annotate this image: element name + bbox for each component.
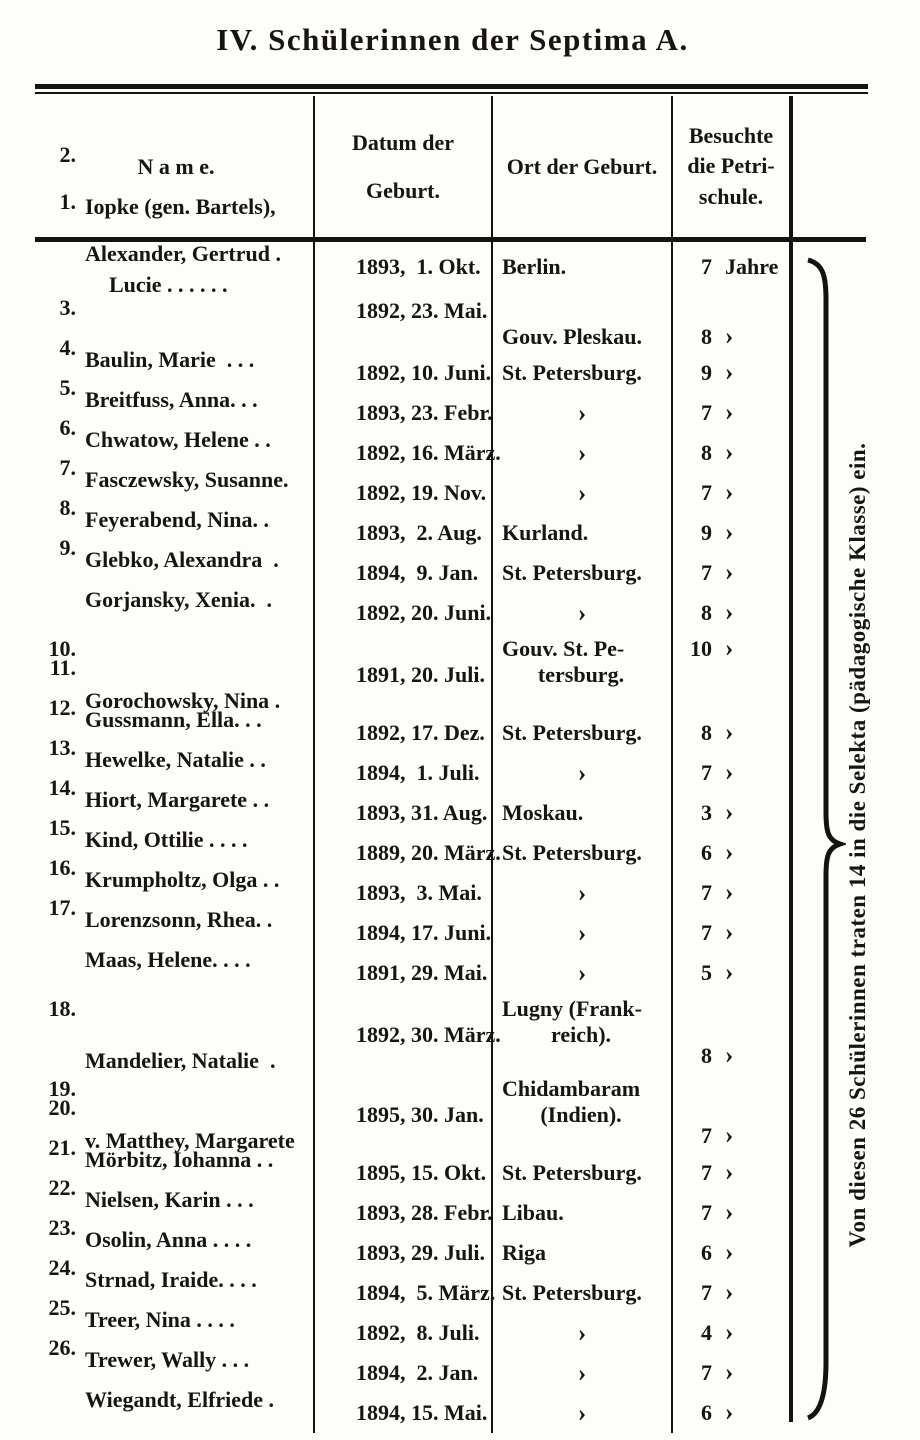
- student-name: Breitfuss, Anna. . .: [85, 387, 258, 412]
- row-number: 24.: [48, 1255, 76, 1280]
- group-brace: [800, 254, 846, 1426]
- years-cell: [672, 1200, 790, 1226]
- birth-date: 1893, 31. Aug.: [356, 800, 488, 825]
- student-name: Wiegandt, Elfriede .: [85, 1387, 275, 1412]
- birth-place: Gouv. St. Pe-: [502, 636, 625, 661]
- place-cell: [492, 254, 672, 280]
- birth-date: 1893, 28. Febr.: [356, 1200, 493, 1225]
- years-unit: ›: [725, 635, 734, 662]
- row-number: 5.: [59, 375, 76, 400]
- years-cell: [672, 800, 790, 826]
- place-cell: [492, 324, 672, 350]
- birth-date: 1891, 20. Juli.: [356, 662, 485, 687]
- student-name: Gussmann, Ella. . .: [85, 707, 262, 732]
- years-value: 8: [701, 1043, 712, 1068]
- place-cell: [492, 441, 672, 466]
- years-unit: ›: [725, 759, 734, 786]
- birth-date: 1892, 8. Juli.: [356, 1320, 480, 1345]
- years-value: 7: [701, 880, 712, 905]
- student-name: Feyerabend, Nina. .: [85, 507, 269, 532]
- row-number: 16.: [48, 855, 76, 880]
- years-cell: [672, 1043, 790, 1073]
- birth-place-line2: reich).: [550, 1022, 612, 1047]
- years-value: 8: [701, 720, 712, 745]
- years-value: 7: [701, 1360, 712, 1385]
- birth-date: 1892, 16. März.: [356, 440, 501, 465]
- place-cell: [492, 1401, 672, 1426]
- years-value: 7: [701, 760, 712, 785]
- years-unit: ›: [725, 1122, 734, 1149]
- years-unit: ›: [725, 719, 734, 746]
- birth-place: St. Petersburg.: [502, 360, 642, 385]
- birth-place: ›: [577, 399, 587, 427]
- row-number: 3.: [59, 295, 76, 320]
- years-unit: ›: [725, 1199, 734, 1226]
- years-value: 7: [701, 1160, 712, 1185]
- years-cell: [672, 1160, 790, 1186]
- years-value: 5: [701, 960, 712, 985]
- years-unit: ›: [725, 559, 734, 586]
- place-cell: [492, 560, 672, 586]
- birth-date: 1893, 2. Aug.: [356, 520, 482, 545]
- birth-place: St. Petersburg.: [502, 840, 642, 865]
- years-cell: [672, 1320, 790, 1346]
- row-number: 20.: [48, 1095, 76, 1120]
- birth-date-cell: [314, 996, 501, 1074]
- years-cell: [672, 1400, 790, 1426]
- years-value: 7: [701, 560, 712, 585]
- student-name: Trewer, Wally . . .: [85, 1347, 250, 1372]
- place-cell: [492, 996, 672, 1048]
- place-cell: [492, 636, 672, 688]
- row-number: 6.: [59, 415, 76, 440]
- place-cell: [492, 1321, 672, 1346]
- column-header-birth-place: Ort der Geburt.: [506, 153, 658, 179]
- row-number: 7.: [59, 455, 76, 480]
- row-number: 19.: [48, 1076, 76, 1101]
- birth-place: Kurland.: [502, 520, 589, 545]
- birth-place: St. Petersburg.: [502, 560, 642, 585]
- years-value: 10: [690, 636, 712, 661]
- years-unit: Jahre: [725, 254, 779, 279]
- years-value: 7: [701, 1200, 712, 1225]
- row-number: 21.: [48, 1135, 76, 1160]
- table-row: [38, 993, 790, 1073]
- years-cell: [672, 840, 790, 866]
- birth-place: St. Petersburg.: [502, 1280, 642, 1305]
- row-number: 14.: [48, 775, 76, 800]
- years-unit: ›: [725, 839, 734, 866]
- years-value: 8: [701, 440, 712, 465]
- birth-date: 1894, 1. Juli.: [356, 760, 480, 785]
- years-unit: ›: [725, 879, 734, 906]
- birth-place: Chidambaram: [502, 1076, 641, 1101]
- row-number: 12.: [48, 695, 76, 720]
- birth-date: 1894, 9. Jan.: [356, 560, 479, 585]
- birth-place-line2: tersburg.: [537, 662, 625, 687]
- years-cell: [672, 560, 790, 586]
- place-cell: [492, 1200, 672, 1226]
- birth-date: 1892, 23. Mai.: [356, 298, 488, 323]
- years-unit: ›: [725, 1399, 734, 1426]
- birth-place: ›: [577, 919, 587, 947]
- birth-date: 1895, 15. Okt.: [356, 1160, 487, 1185]
- column-header-birth-date: [314, 96, 492, 237]
- student-name: Osolin, Anna . . . .: [85, 1227, 252, 1252]
- birth-date: 1892, 30. März.: [356, 1022, 501, 1047]
- student-name: Fasczewsky, Susanne.: [85, 467, 289, 492]
- years-cell: [672, 254, 790, 280]
- row-number: 11.: [49, 655, 76, 680]
- birth-place: Gouv. Pleskau.: [502, 324, 642, 349]
- years-unit: ›: [725, 959, 734, 986]
- birth-date: 1893, 23. Febr.: [356, 400, 493, 425]
- years-unit: ›: [725, 1279, 734, 1306]
- name-cell: [38, 1335, 314, 1440]
- years-cell: [672, 600, 790, 626]
- years-cell: [672, 720, 790, 746]
- place-cell: [492, 800, 672, 826]
- years-unit: ›: [725, 599, 734, 626]
- years-unit: ›: [725, 1042, 734, 1069]
- row-number: 23.: [48, 1215, 76, 1240]
- header-date-line2: Geburt.: [366, 177, 440, 203]
- birth-place: Riga: [502, 1240, 546, 1265]
- birth-place: ›: [577, 1359, 587, 1387]
- birth-place: ›: [577, 1319, 587, 1347]
- years-value: 6: [701, 1400, 712, 1425]
- years-value: 4: [701, 1320, 712, 1345]
- birth-place: Libau.: [502, 1200, 564, 1225]
- place-cell: [492, 1076, 672, 1128]
- student-name: Mörbitz, Iohanna . .: [85, 1147, 274, 1172]
- birth-place: ›: [577, 959, 587, 987]
- years-unit: ›: [725, 399, 734, 426]
- student-name: Chwatow, Helene . .: [85, 427, 271, 452]
- row-number: 26.: [48, 1335, 76, 1360]
- birth-place: St. Petersburg.: [502, 720, 642, 745]
- student-name: Hiort, Margarete . .: [85, 787, 270, 812]
- row-number: 18.: [48, 996, 76, 1021]
- birth-date: 1895, 30. Jan.: [356, 1102, 484, 1127]
- row-number: 10.: [48, 636, 76, 661]
- birth-date: 1894, 17. Juni.: [356, 920, 492, 945]
- birth-date: 1893, 29. Juli.: [356, 1240, 485, 1265]
- birth-place: ›: [577, 479, 587, 507]
- place-cell: [492, 1361, 672, 1386]
- years-cell: [672, 400, 790, 426]
- header-visited-line2: die Petri-: [687, 153, 775, 179]
- place-cell: [492, 720, 672, 746]
- place-cell: [492, 761, 672, 786]
- years-value: 9: [701, 520, 712, 545]
- header-visited-line3: schule.: [698, 183, 764, 209]
- birth-date: 1893, 3. Mai.: [356, 880, 482, 905]
- student-name-line2: Lucie . . . . . .: [109, 272, 228, 297]
- birth-place: Lugny (Frank-: [502, 996, 642, 1021]
- years-value: 6: [701, 840, 712, 865]
- place-cell: [492, 1280, 672, 1306]
- student-name: Baulin, Marie . . .: [85, 347, 255, 372]
- place-cell: [492, 840, 672, 866]
- years-cell: [672, 760, 790, 786]
- student-name: Alexander, Gertrud .: [85, 241, 281, 266]
- side-note: Von diesen 26 Schülerinnen traten 14 in die Selekta (pädagogische Klasse) ein.: [845, 442, 870, 1248]
- years-value: 8: [701, 324, 712, 349]
- top-double-rule-thin: [35, 92, 868, 94]
- birth-place: ›: [577, 879, 587, 907]
- birth-place: Berlin.: [502, 254, 567, 279]
- years-cell: [672, 960, 790, 986]
- student-name: v. Matthey, Margarete: [85, 1128, 295, 1153]
- row-number: 9.: [59, 535, 76, 560]
- birth-date: 1892, 10. Juni.: [356, 360, 492, 385]
- years-cell: [672, 1240, 790, 1266]
- student-name-block: [85, 1335, 274, 1440]
- row-number: 1.: [59, 189, 76, 214]
- student-name: Maas, Helene. . . .: [85, 947, 251, 972]
- birth-date-cell: [314, 1374, 492, 1440]
- years-unit: ›: [725, 519, 734, 546]
- place-cell: [492, 360, 672, 386]
- row-number: 25.: [48, 1295, 76, 1320]
- birth-date: 1892, 19. Nov.: [356, 480, 487, 505]
- student-name: Strnad, Iraide. . . .: [85, 1267, 257, 1292]
- student-name: Gorochowsky, Nina .: [85, 688, 281, 713]
- place-cell: [492, 881, 672, 906]
- years-value: 7: [701, 920, 712, 945]
- top-double-rule-thick: [35, 84, 868, 89]
- years-cell: [672, 920, 790, 946]
- years-value: 7: [701, 400, 712, 425]
- years-cell: [672, 1360, 790, 1386]
- years-unit: ›: [725, 1359, 734, 1386]
- years-unit: ›: [725, 799, 734, 826]
- years-unit: ›: [725, 1319, 734, 1346]
- column-header-name: N a m e.: [137, 153, 215, 179]
- years-cell: [672, 480, 790, 506]
- years-value: 6: [701, 1240, 712, 1265]
- years-cell: [672, 1280, 790, 1306]
- years-unit: ›: [725, 439, 734, 466]
- years-value: 7: [701, 1280, 712, 1305]
- row-number: 17.: [48, 895, 76, 920]
- row-number: 4.: [59, 335, 76, 360]
- student-name: Hewelke, Natalie . .: [85, 747, 266, 772]
- birth-place: ›: [577, 439, 587, 467]
- years-cell: [672, 636, 790, 662]
- years-cell: [672, 360, 790, 386]
- birth-place: ›: [577, 599, 587, 627]
- row-number: 2.: [59, 142, 76, 167]
- years-cell: [672, 324, 790, 350]
- place-cell: [492, 961, 672, 986]
- place-cell: [492, 520, 672, 546]
- years-value: 8: [701, 600, 712, 625]
- years-unit: ›: [725, 1239, 734, 1266]
- years-value: 9: [701, 360, 712, 385]
- birth-date: 1894, 2. Jan.: [356, 1360, 479, 1385]
- years-value: 7: [701, 480, 712, 505]
- column-header-school-years: [672, 96, 790, 237]
- row-number: 13.: [48, 735, 76, 760]
- birth-place: ›: [577, 1399, 587, 1427]
- student-name: Mandelier, Natalie .: [85, 1048, 276, 1073]
- row-number: 15.: [48, 815, 76, 840]
- years-unit: ›: [725, 359, 734, 386]
- years-unit: ›: [725, 323, 734, 350]
- student-name: Iopke (gen. Bartels),: [85, 194, 276, 219]
- years-cell: [672, 1123, 790, 1153]
- years-value: 7: [701, 1123, 712, 1148]
- birth-date: 1889, 20. März.: [356, 840, 501, 865]
- birth-date: 1892, 20. Juni.: [356, 600, 492, 625]
- years-cell: [672, 880, 790, 906]
- birth-place: Moskau.: [502, 800, 584, 825]
- years-unit: ›: [725, 1159, 734, 1186]
- student-name: Nielsen, Karin . . .: [85, 1187, 254, 1212]
- student-name: Gorjansky, Xenia. .: [85, 587, 273, 612]
- place-cell: [492, 921, 672, 946]
- birth-date: 1894, 5. März.: [356, 1280, 496, 1305]
- header-date-line1: Datum der: [351, 129, 455, 155]
- years-unit: ›: [725, 919, 734, 946]
- row-number: 22.: [48, 1175, 76, 1200]
- birth-date: 1891, 29. Mai.: [356, 960, 488, 985]
- place-cell: [492, 601, 672, 626]
- years-value: 7: [701, 254, 712, 279]
- student-name: Lorenzsonn, Rhea. .: [85, 907, 273, 932]
- student-name: Kind, Ottilie . . . .: [85, 827, 248, 852]
- page-title: IV. Schülerinnen der Septima A.: [216, 22, 689, 57]
- place-cell: [492, 1240, 672, 1266]
- years-unit: ›: [725, 479, 734, 506]
- student-name: Krumpholtz, Olga . .: [85, 867, 280, 892]
- years-cell: [672, 520, 790, 546]
- student-name: Treer, Nina . . . .: [85, 1307, 235, 1332]
- years-cell: [672, 440, 790, 466]
- birth-place: St. Petersburg.: [502, 1160, 642, 1185]
- student-name: Glebko, Alexandra .: [85, 547, 279, 572]
- place-cell: [492, 1160, 672, 1186]
- place-cell: [492, 481, 672, 506]
- birth-place-line2: (Indien).: [540, 1102, 622, 1127]
- birth-date: 1894, 15. Mai.: [356, 1400, 488, 1425]
- birth-date: 1893, 1. Okt.: [356, 254, 481, 279]
- years-value: 3: [701, 800, 712, 825]
- birth-date: 1892, 17. Dez.: [356, 720, 485, 745]
- birth-place: ›: [577, 759, 587, 787]
- place-cell: [492, 401, 672, 426]
- row-number: 8.: [59, 495, 76, 520]
- header-visited-line1: Besuchte: [688, 122, 774, 148]
